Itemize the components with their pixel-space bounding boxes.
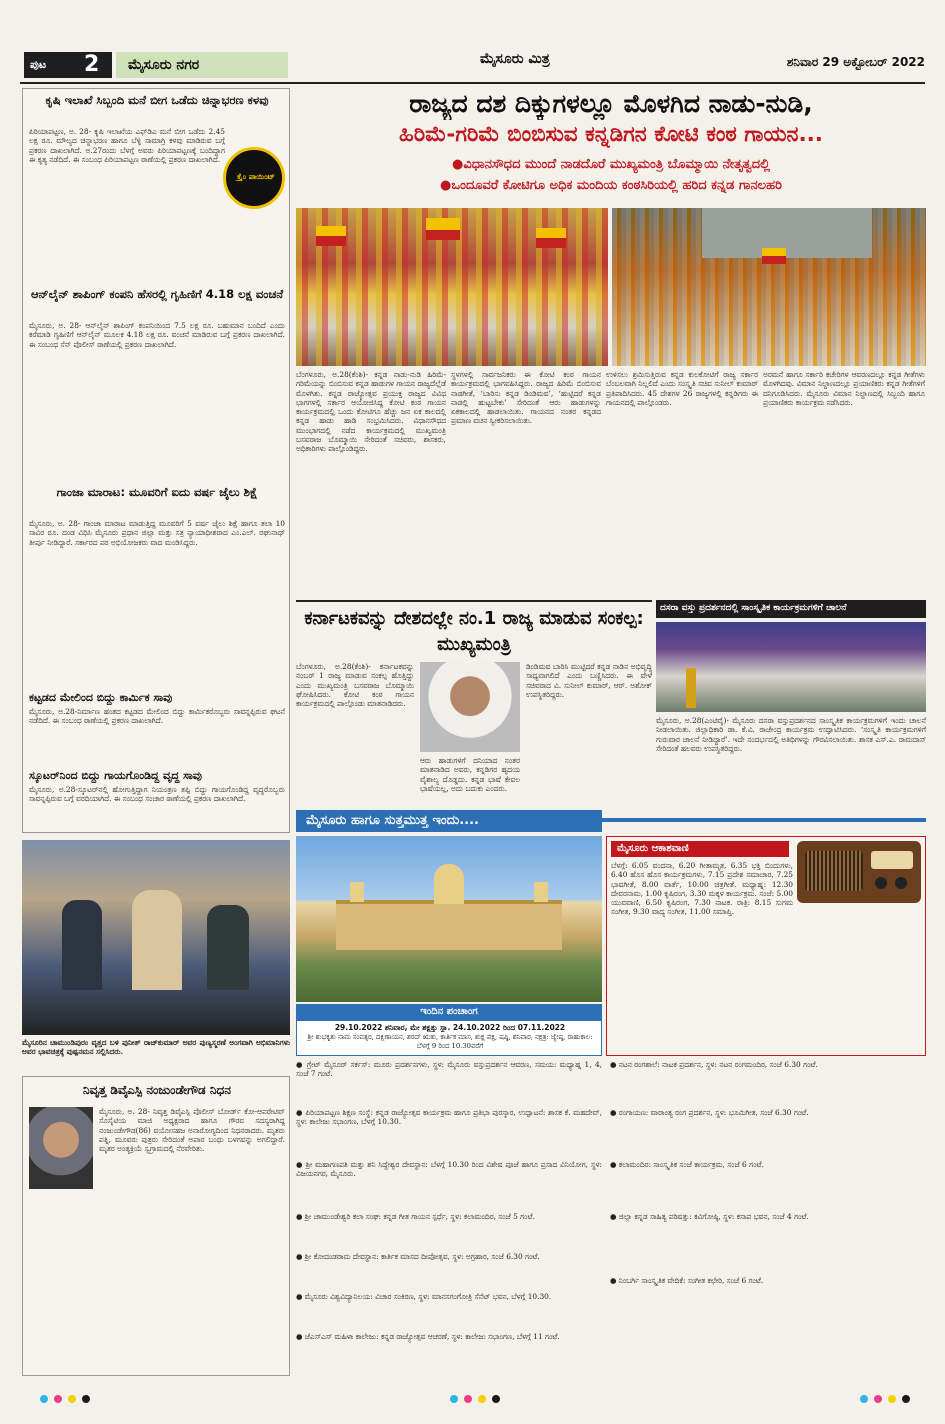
obituary-body: ಮೈಸೂರು, ಅ. 28- ನಿವೃತ್ತ ಡಿವೈಎಸ್ಪಿ ಪೊಲೀಸ್ ಬೋರ್ಡ್ ಕೋ-ಆಪರೇಟಿವ್ ಸೊಸೈಟಿಯ ಮಾಜಿ ಅಧ್ಯಕ್ಷರಾದ ಹಾಗೂ ಗೌರವ ಸದಸ್ಯರಾಗಿದ್ದ ನಂಜುಂಡೇಗೌಡ(86) ವಯೋಸಹಜ ಅನಾರೋಗ್ಯದಿಂದ ನಿಧನರಾದರು. ಮೃತರು ಪತ್ನಿ, ಮೂವರು ಪುತ್ರರು ಸೇರಿದಂತೆ ಅಪಾರ ಬಂಧು ಬಳಗವನ್ನು ಅಗಲಿದ್ದಾರೆ. ಮೃತರ ಅಂತ್ಯಕ್ರಿಯೆ ಸ್ವಗ್ರಾಮದಲ್ಲಿ ನೆರವೇರಿತು. (99, 1107, 285, 1154)
flag-1 (316, 226, 346, 246)
tribute-photo-caption: ಮೈಸೂರಿನ ಚಾಮುಂಡಿಪುರಂ ವೃತ್ತದ ಬಳಿ ಪುನೀತ್ ರಾಜ್‌ಕುಮಾರ್ ಅವರ ಪುಣ್ಯಸ್ಮರಣೆ ಅಂಗವಾಗಿ ಅಭಿಮಾನಿಗಳು ಅವರ ಭಾವಚಿತ್ರಕ್ಕೆ ಪುಷ್ಪನಮನ ಸಲ್ಲಿಸಿದರು. (22, 1038, 290, 1057)
lead-col-2: ಸ್ಥಳಗಳಲ್ಲಿ ಸಾರ್ವಜನಿಕರು ಈ ಕೋಟಿ ಕಂಠ ಗಾಯನ ಕಾರ್ಯಕ್ರಮದಲ್ಲಿ ಭಾಗವಹಿಸಿದ್ದರು. ರಾಜ್ಯದ ಹಿರಿಮೆ ಬಿಂಬಿಸುವ ನಾಡಗೀತೆ, ‘ಬಾರಿಸು ಕನ್ನಡ ಡಿಂಡಿಮವ’, ‘ಹುಟ್ಟಿದರೆ ಕನ್ನಡ ನಾಡಲ್ಲಿ ಹುಟ್ಟಬೇಕು’ ಸೇರಿದಂತೆ ಆರು ಹಾಡುಗಳನ್ನು ಏಕಕಾಲದಲ್ಲಿ ಹಾಡಲಾಯಿತು. ಗಾಯನದ ನಂತರ ಕನ್ನಡದ ಪ್ರಮಾಣ ವಚನ ಸ್ವೀಕರಿಸಲಾಯಿತು. (451, 370, 601, 426)
radio-dial (871, 851, 913, 869)
flag-3 (536, 228, 566, 248)
footer-registration-marks (20, 1392, 925, 1406)
article-5-title: ಸ್ಕೂಟರ್‌ನಿಂದ ಬಿದ್ದು ಗಾಯಗೊಂಡಿದ್ದ ವೃದ್ಧ ಸಾವು (29, 769, 202, 782)
page-label: ಪುಟ (30, 58, 47, 71)
reg-dot-cyan-mid (450, 1395, 458, 1403)
today-banner-title: ಮೈಸೂರು ಹಾಗೂ ಸುತ್ತಮುತ್ತ ಇಂದು.... (306, 813, 479, 828)
reg-dot-black (82, 1395, 90, 1403)
article-3-title: ಗಾಂಜಾ ಮಾರಾಟ: ಮೂವರಿಗೆ ಐದು ವರ್ಷ ಜೈಲು ಶಿಕ್ಷೆ (56, 485, 258, 499)
radio-knob-2 (895, 877, 907, 889)
photo-figure-2 (132, 890, 182, 990)
panchanga-label-band (296, 1004, 602, 1020)
dasara-headline: ದಸರಾ ವಸ್ತು ಪ್ರದರ್ಶನದಲ್ಲಿ ಸಾಂಸ್ಕೃತಿಕ ಕಾರ್ಯಕ್ರಮಗಳಿಗೆ ಚಾಲನೆ (660, 603, 847, 613)
article-1-title: ಕೃಷಿ ಇಲಾಖೆ ಸಿಬ್ಬಂದಿ ಮನೆ ಬೀಗ ಒಡೆದು ಚಿನ್ನಾಭರಣ ಕಳವು (45, 93, 269, 107)
cm-col-3: ಡಿಂಡಿಮವ ಬಾರಿಸಿ ಮುಟ್ಟಿದರೆ ಕನ್ನಡ ನಾಡಿನ ಅಭಿವೃದ್ಧಿ ಸಾಧ್ಯವಾಗಲಿದೆ ಎಂದು ಬಣ್ಣಿಸಿದರು. ಈ ವೇಳೆ ಸಚಿವರಾದ ವಿ. ಸುನೀಲ್ ಕುಮಾರ್, ಆರ್. ಅಶೋಕ್ ಉಪಸ್ಥಿತರಿದ್ದರು. (526, 662, 652, 699)
event-item: ● ಗ್ರೇಟ್ ಮೈಸೂರ್ ಸರ್ಕಸ್: ಮೂರು ಪ್ರದರ್ಶನಗಳು, ಸ್ಥಳ: ಮೈಸೂರು ವಸ್ತುಪ್ರದರ್ಶನ ಆವರಣ, ಸಮಯ: ಮಧ್ಯಾಹ್ನ 1, 4, ಸಂಜೆ 7 ಗಂಟೆ. (296, 1060, 602, 1079)
obituary-box (22, 1076, 290, 1376)
lead-photo-vidhana-soudha (296, 208, 608, 366)
event-item: ● ಶ್ರೀ ಮಹಾಗಣಪತಿ ಮತ್ತು ಶನಿ ಸಿದ್ಧೇಶ್ವರ ದೇವಸ್ಥಾನ: ಬೆಳಗ್ಗೆ 10.30 ರಿಂದ ವಿಶೇಷ ಪೂಜೆ ಹಾಗೂ ಪ್ರಸಾದ ವಿನಿಯೋಗ, ಸ್ಥಳ: ವಿಜಯನಗರ, ಮೈಸೂರು. (296, 1160, 602, 1179)
photo-figure-3 (207, 905, 249, 990)
obituary-portrait (29, 1107, 93, 1189)
radio-label: ಮೈಸೂರು ಆಕಾಶವಾಣಿ (617, 843, 689, 854)
reg-dot-black-right (902, 1395, 910, 1403)
article-4-title: ಕಟ್ಟಡದ ಮೇಲಿಂದ ಬಿದ್ದು ಕಾರ್ಮಿಕ ಸಾವು (29, 691, 173, 704)
lead-photo-students (612, 208, 926, 366)
event-item: ● ಮೈಸೂರು ವಿಶ್ವವಿದ್ಯಾನಿಲಯ: ವಿಚಾರ ಸಂಕಿರಣ, ಸ್ಥಳ: ಮಾನಸಗಂಗೋತ್ರಿ ಸೆನೆಟ್ ಭವನ, ಬೆಳಗ್ಗೆ 10.30. (296, 1292, 552, 1301)
reg-dot-magenta-right (874, 1395, 882, 1403)
article-3-body: ಮೈಸೂರು, ಅ. 28- ಗಾಂಜಾ ಮಾರಾಟ ಮಾಡುತ್ತಿದ್ದ ಮೂವರಿಗೆ 5 ವರ್ಷ ಜೈಲು ಶಿಕ್ಷೆ ಹಾಗೂ ತಲಾ 10 ಸಾವಿರ ರೂ. ದಂಡ ವಿಧಿಸಿ ಮೈಸೂರು ಪ್ರಧಾನ ಜಿಲ್ಲಾ ಮತ್ತು ಸತ್ರ ನ್ಯಾಯಾಧೀಶರಾದ ಎಂ.ಎಲ್. ರಘುನಾಥ್ ತೀರ್ಪು ನೀಡಿದ್ದಾರೆ. ಸರ್ಕಾರದ ಪರ ಅಭಿಯೋಜಕರು ವಾದ ಮಂಡಿಸಿದ್ದರು. (29, 519, 285, 547)
radio-box (606, 836, 926, 1056)
reg-dot-magenta-mid (464, 1395, 472, 1403)
cm-story (296, 600, 652, 808)
dasara-headline-band (656, 600, 926, 618)
page-number-badge (24, 52, 112, 78)
reg-dot-magenta (54, 1395, 62, 1403)
header-rule (20, 82, 925, 84)
cm-headline: ಕರ್ನಾಟಕವನ್ನು ದೇಶದಲ್ಲೇ ನಂ.1 ರಾಜ್ಯ ಮಾಡುವ ಸಂಕಲ್ಪ: ಮುಖ್ಯಮಂತ್ರಿ (304, 608, 644, 655)
lead-bullet-2: ●ಒಂದೂವರೆ ಕೋಟಿಗೂ ಅಧಿಕ ಮಂದಿಯ ಕಂಠಸಿರಿಯಲ್ಲಿ ಹರಿದ ಕನ್ನಡ ಗಾನಲಹರಿ (440, 178, 782, 193)
today-banner (296, 810, 602, 832)
flag-4 (762, 248, 786, 264)
lead-col-4: ಅರಮನೆ ಹಾಗೂ ಸರ್ಕಾರಿ ಕಚೇರಿಗಳ ಆವರಣದಲ್ಲೂ ಕನ್ನಡ ಗೀತೆಗಳು ಮೊಳಗಿದವು. ವಿಮಾನ ನಿಲ್ದಾಣದಲ್ಲೂ ಪ್ರಯಾಣಿಕರು ಕನ್ನಡ ಗೀತೆಗಳಿಗೆ ದನಿಗೂಡಿಸಿದರು. ಮೈಸೂರು ವಿಮಾನ ನಿಲ್ದಾಣದಲ್ಲಿ ಸಿಬ್ಬಂದಿ ಹಾಗೂ ಪ್ರಯಾಣಿಕರು ಕಾರ್ಯಕ್ರಮ ನಡೆಸಿದರು. (763, 370, 925, 407)
palace-tower-left (350, 882, 364, 902)
lead-bullet-1: ●ವಿಧಾನಸೌಧದ ಮುಂದೆ ನಾಡದೊರೆ ಮುಖ್ಯಮಂತ್ರಿ ಬೊಮ್ಮಾಯಿ ನೇತೃತ್ವದಲ್ಲಿ (451, 157, 771, 172)
photo-figure-1 (62, 900, 102, 990)
radio-knob-1 (875, 877, 887, 889)
event-item: ● ಪಿರಿಯಾಪಟ್ಟಣ ಶಿಕ್ಷಣ ಸಂಸ್ಥೆ: ಕನ್ನಡ ರಾಜ್ಯೋತ್ಸವ ಕಾರ್ಯಕ್ರಮ ಹಾಗೂ ಪ್ರತಿಭಾ ಪುರಸ್ಕಾರ, ಉದ್ಘಾಟನೆ: ಶಾಸಕ ಕೆ. ಮಹದೇವ್, ಸ್ಥಳ: ಕಾಲೇಜು ಸಭಾಂಗಣ, ಬೆಳಗ್ಗೆ 10.30. (296, 1108, 602, 1127)
article-2-body: ಮೈಸೂರು, ಅ. 28- ಆನ್‌ಲೈನ್ ಶಾಪಿಂಗ್ ಕಂಪನಿಯಿಂದ 7.5 ಲಕ್ಷ ರೂ. ಬಹುಮಾನ ಬಂದಿದೆ ಎಂದು ಕರೆಮಾಡಿ ಗೃಹಿಣಿಗೆ ಆನ್‌ಲೈನ್ ಮೂಲಕ 4.18 ಲಕ್ಷ ರೂ. ವಂಚನೆ ಮಾಡಿರುವ ಬಗ್ಗೆ ಪ್ರಕರಣ ದಾಖಲಾಗಿದೆ. ಈ ಸಂಬಂಧ ಸೆನ್ ಪೊಲೀಸ್ ಠಾಣೆಯಲ್ಲಿ ಪ್ರಕರಣ ದಾಖಲಾಗಿದೆ. (29, 321, 285, 349)
article-2-title: ಆನ್‌ಲೈನ್ ಶಾಪಿಂಗ್ ಕಂಪನಿ ಹೆಸರಲ್ಲಿ ಗೃಹಿಣಿಗೆ 4.18 ಲಕ್ಷ ವಂಚನೆ (30, 287, 284, 301)
lead-headline-1: ರಾಜ್ಯದ ದಶ ದಿಕ್ಕುಗಳಲ್ಲೂ ಮೊಳಗಿದ ನಾಡು-ನುಡಿ, (409, 89, 813, 118)
event-item: ● ಶ್ರೀ ಕೋದಂಡರಾಮ ದೇವಸ್ಥಾನ: ಕಾರ್ತಿಕ ಮಾಸದ ದೀಪೋತ್ಸವ, ಸ್ಥಳ: ಅಗ್ರಹಾರ, ಸಂಜೆ 6.30 ಗಂಟೆ. (296, 1252, 540, 1261)
crime-point-badge (223, 147, 285, 209)
reg-dot-yellow (68, 1395, 76, 1403)
reg-dot-black-mid (492, 1395, 500, 1403)
obituary-title: ನಿವೃತ್ತ ಡಿವೈಎಸ್ಪಿ ನಂಜುಂಡೇಗೌಡ ನಿಧನ (83, 1083, 231, 1097)
radio-label-band (611, 841, 789, 857)
reg-dot-cyan (40, 1395, 48, 1403)
cm-col-2: ಆರು ಹಾಡುಗಳಿಗೆ ದನಿಯಾದ ನಂತರ ಮಾತನಾಡಿದ ಅವರು, ಕನ್ನಡಿಗರ ಹೃದಯ ವೈಶಾಲ್ಯ ದೊಡ್ಡದು. ಕನ್ನಡ ಭಾಷೆ ಕೇವಲ ಭಾಷೆಯಲ್ಲ, ಅದು ಬದುಕು ಎಂದರು. (420, 756, 520, 793)
paper-name: ಮೈಸೂರು ಮಿತ್ರ (480, 51, 550, 67)
palace-tower-right (534, 882, 548, 902)
radio-set-icon (797, 841, 921, 903)
panchanga-label: ಇಂದಿನ ಪಂಚಾಂಗ (420, 1006, 478, 1017)
palace-body (336, 900, 562, 950)
left-column (22, 88, 290, 833)
radio-text: ಬೆಳಗ್ಗೆ: 6.05 ವಂದನಾ, 6.20 ಗೀತಾಮೃತ, 6.35 ಭಕ್ತಿ ಬಿಂದುಗಳು, 6.40 ಹೊಸ ಹೊಸ ಕಾರ್ಯಕ್ರಮಗಳು, 7.15 ಪ್ರದೇಶ ಸಮಾಚಾರ, 7.25 ಭಾವಗೀತೆ, 8.00 ವಾರ್ತೆ, 10.00 ಚಿತ್ರಗೀತೆ. ಮಧ್ಯಾಹ್ನ: 12.30 ದೇವರನಾಮ, 1.00 ಕೃಷಿರಂಗ, 3.30 ಮಕ್ಕಳ ಕಾರ್ಯಕ್ರಮ. ಸಂಜೆ: 5.00 ಯುವವಾಣಿ, 6.50 ಕೃಷಿರಂಗ, 7.30 ನಾಟಕ. ರಾತ್ರಿ: 8.15 ಸುಗಮ ಸಂಗೀತ, 9.30 ವಾದ್ಯ ಸಂಗೀತ, 11.00 ಸಮಾಪ್ತಿ. (611, 861, 793, 917)
building-silhouette (702, 208, 872, 258)
lead-headline-2: ಹಿರಿಮೆ-ಗರಿಮೆ ಬಿಂಬಿಸುವ ಕನ್ನಡಿಗನ ಕೋಟಿ ಕಂಠ ಗಾಯನ... (399, 122, 823, 147)
reg-dot-yellow-mid (478, 1395, 486, 1403)
panchanga-box (296, 1020, 602, 1056)
event-item: ● ನಿಂಬರ್ಗಿ ಸಾಂಸ್ಕೃತಿಕ ವೇದಿಕೆ: ಸಂಗೀತ ಕಛೇರಿ, ಸಂಜೆ 6 ಗಂಟೆ. (610, 1276, 764, 1285)
article-5-body: ಮೈಸೂರು, ಅ.28-ಸ್ಕೂಟರ್‌ನಲ್ಲಿ ಹೋಗುತ್ತಿದ್ದಾಗ ನಿಯಂತ್ರಣ ತಪ್ಪಿ ಬಿದ್ದು ಗಾಯಗೊಂಡಿದ್ದ ವೃದ್ಧರೊಬ್ಬರು ಸಾವನ್ನಪ್ಪಿರುವ ಬಗ್ಗೆ ವರದಿಯಾಗಿದೆ. ಈ ಸಂಬಂಧ ಸಂಚಾರ ಠಾಣೆಯಲ್ಲಿ ಪ್ರಕರಣ ದಾಖಲಾಗಿದೆ. (29, 785, 285, 804)
tribute-photo (22, 840, 290, 1035)
dasara-body: ಮೈಸೂರು, ಅ.28(ಎಂಟಿವೈ)- ಮೈಸೂರು ದಸರಾ ವಸ್ತುಪ್ರದರ್ಶನದ ಸಾಂಸ್ಕೃತಿಕ ಕಾರ್ಯಕ್ರಮಗಳಿಗೆ ಇಂದು ಚಾಲನೆ ನೀಡಲಾಯಿತು. ಜಿಲ್ಲಾಧಿಕಾರಿ ಡಾ. ಕೆ.ವಿ. ರಾಜೇಂದ್ರ ಕಾರ್ಯಕ್ರಮ ಉದ್ಘಾಟಿಸಿದರು. ‘ಸಂಸ್ಕೃತಿ ಕಾರ್ಯಕ್ರಮಗಳಿಗೆ ಗುರುವಾರ ಚಾಲನೆ ನೀಡಿದ್ದಾರೆ’. ಇದೇ ಸಂದರ್ಭದಲ್ಲಿ ಅತಿಥಿಗಳನ್ನು ಗೌರವಿಸಲಾಯಿತು. ಶಾಸಕ ಎಸ್.ಎ. ರಾಮದಾಸ್ ಸೇರಿದಂತೆ ಹಲವರು ಉಪಸ್ಥಿತರಿದ್ದರು. (656, 716, 926, 753)
events-list (296, 1060, 926, 1376)
cm-col-1: ಬೆಂಗಳೂರು, ಅ.28(ಕೆಂಶಿ)- ಕರ್ನಾಟಕವನ್ನು ನಂಬರ್ 1 ರಾಜ್ಯ ಮಾಡುವ ಸಂಕಲ್ಪ ಹೊತ್ತಿದ್ದು ಎಂದು ಮುಖ್ಯಮಂತ್ರಿ ಬಸವರಾಜ ಬೊಮ್ಮಾಯಿ ಘೋಷಿಸಿದರು. ಕೋಟಿ ಕಂಠ ಗಾಯನ ಕಾರ್ಯಕ್ರಮದಲ್ಲಿ ಪಾಲ್ಗೊಂಡು ಮಾತನಾಡಿದರು. (296, 662, 414, 709)
lead-col-3: ಉಳಿಸಲು ಶ್ರಮಿಸುತ್ತಿರುವ ಕನ್ನಡ ಕುಲಕೋಟಿಗೆ ರಾಜ್ಯ ಸರ್ಕಾರ ಬೆಂಬಲವಾಗಿ ನಿಲ್ಲಲಿದೆ ಎಂದು ಸಂಸ್ಕೃತಿ ಸಚಿವ ಸುನೀಲ್ ಕುಮಾರ್ ಪ್ರತಿಪಾದಿಸಿದರು. 45 ದೇಶಗಳ 26 ರಾಜ್ಯಗಳಲ್ಲಿ ಕನ್ನಡಿಗರು ಈ ಗಾಯನದಲ್ಲಿ ಪಾಲ್ಗೊಂಡರು. (606, 370, 758, 407)
panchanga-date: 29.10.2022 ಶನಿವಾರ, ಮೇ ಶಕ್ಷತ್ತು ಸ್ಥಾ. 24.10.2022 ರಿಂದ 07.11.2022 (334, 1023, 566, 1032)
flag-2 (426, 218, 460, 240)
event-item: ● ಕಲಾಮಂದಿರ: ಸಾಂಸ್ಕೃತಿಕ ಸಂಜೆ ಕಾರ್ಯಕ್ರಮ, ಸಂಜೆ 6 ಗಂಟೆ. (610, 1160, 764, 1169)
reg-dot-yellow-right (888, 1395, 896, 1403)
today-banner-rule (602, 818, 926, 822)
event-item: ● ನಟನ ರಂಗಶಾಲೆ: ನಾಟಕ ಪ್ರದರ್ಶನ, ಸ್ಥಳ: ನಟನ ರಂಗಮಂದಿರ, ಸಂಜೆ 6.30 ಗಂಟೆ. (610, 1060, 818, 1069)
page-header (20, 46, 925, 82)
dasara-story (656, 600, 926, 808)
article-4-body: ಮೈಸೂರು, ಅ.28-ನಿರ್ಮಾಣ ಹಂತದ ಕಟ್ಟಡದ ಮೇಲಿಂದ ಬಿದ್ದು ಕಾರ್ಮಿಕರೊಬ್ಬರು ಸಾವನ್ನಪ್ಪಿರುವ ಘಟನೆ ನಡೆದಿದೆ. ಈ ಸಂಬಂಧ ಠಾಣೆಯಲ್ಲಿ ಪ್ರಕರಣ ದಾಖಲಾಗಿದೆ. (29, 707, 285, 726)
crime-badge-label: ಕ್ರೈಂ ಪಾಯಿಂಟ್ (237, 172, 275, 181)
event-item: ● ಜೆಎಸ್‌ಎಸ್ ಮಹಿಳಾ ಕಾಲೇಜು: ಕನ್ನಡ ರಾಜ್ಯೋತ್ಸವ ಆಚರಣೆ, ಸ್ಥಳ: ಕಾಲೇಜು ಸಭಾಂಗಣ, ಬೆಳಗ್ಗೆ 11 ಗಂಟೆ. (296, 1332, 560, 1341)
page-number: 2 (84, 52, 100, 77)
mysore-palace-photo (296, 836, 602, 1002)
section-title: ಮೈಸೂರು ನಗರ (128, 57, 200, 73)
event-item: ● ಜಿಲ್ಲಾ ಕನ್ನಡ ಸಾಹಿತ್ಯ ಪರಿಷತ್ತು: ಕವಿಗೋಷ್ಠಿ, ಸ್ಥಳ: ಕಸಾಪ ಭವನ, ಸಂಜೆ 4 ಗಂಟೆ. (610, 1212, 809, 1221)
lamp-icon (686, 668, 696, 708)
event-item: ● ರಂಗಾಯಣ: ವಾರಾಂತ್ಯ ರಂಗ ಪ್ರದರ್ಶನ, ಸ್ಥಳ: ಭೂಮಿಗೀತ, ಸಂಜೆ 6.30 ಗಂಟೆ. (610, 1108, 809, 1117)
cm-portrait (420, 662, 520, 752)
reg-dot-cyan-right (860, 1395, 868, 1403)
article-1-body: ಪಿರಿಯಾಪಟ್ಟಣ, ಅ. 28- ಕೃಷಿ ಇಲಾಖೆಯ ಎಫ್‌ಡಿಎ ಮನೆ ಬೀಗ ಒಡೆದು 2.45 ಲಕ್ಷ ರೂ. ಮೌಲ್ಯದ ಚಿನ್ನಾಭರಣ ಹಾಗೂ ಬೆಳ್ಳಿ ಸಾಮಾಗ್ರಿ ಕಳವು ಮಾಡಿರುವ ಬಗ್ಗೆ ಪ್ರಕರಣ ದಾಖಲಾಗಿದೆ. ಅ.27ರಂದು ಬೆಳಗ್ಗೆ ಅವರು ಪಿರಿಯಾಪಟ್ಟಣಕ್ಕೆ ಬಂದಿದ್ದಾಗ ಈ ಕೃತ್ಯ ನಡೆದಿದೆ. ಈ ಸಂಬಂಧ ಪಿರಿಯಾಪಟ್ಟಣ ಠಾಣೆಯಲ್ಲಿ ಪ್ರಕರಣ ದಾಖಲಾಗಿದೆ. (29, 127, 225, 164)
panchanga-text: ಶ್ರೀ ಶುಭಕೃತು ನಾಮ ಸಂವತ್ಸರ, ದಕ್ಷಿಣಾಯನ, ಶರದ್ ಋತು, ಕಾರ್ತಿಕ ಮಾಸ, ಶುಕ್ಲ ಪಕ್ಷ, ಷಷ್ಠಿ, ಶನಿವಾರ, ನಕ್ಷತ್ರ: ಜ್ಯೇಷ್ಠ, ರಾಹುಕಾಲ: ಬೆಳಗ್ಗೆ 9 ರಿಂದ 10.30ವರೆಗೆ (307, 1033, 593, 1050)
palace-dome (434, 864, 464, 904)
section-tab (116, 52, 288, 78)
issue-date: ಶನಿವಾರ 29 ಅಕ್ಟೋಬರ್ 2022 (786, 55, 925, 69)
lead-col-1: ಬೆಂಗಳೂರು, ಅ.28(ಕೆಂಶಿ)- ಕನ್ನಡ ನಾಡು-ನುಡಿ ಹಿರಿಮೆ-ಗರಿಮೆಯನ್ನು ಬಿಂಬಿಸುವ ಕನ್ನಡ ಹಾಡುಗಳ ಗಾಯನ ರಾಜ್ಯದೆಲ್ಲೆಡೆ ಮೊಳಗಿತು. ಕನ್ನಡ ರಾಜ್ಯೋತ್ಸವ ಪ್ರಯುಕ್ತ ರಾಜ್ಯದ ವಿವಿಧ ಭಾಗಗಳಲ್ಲಿ ಸರ್ಕಾರ ಆಯೋಜಿಸಿದ್ದ ಕೋಟಿ ಕಂಠ ಗಾಯನ ಕಾರ್ಯಕ್ರಮದಲ್ಲಿ ಒಂದು ಕೋಟಿಗೂ ಹೆಚ್ಚು ಜನ ಏಕ ಕಾಲದಲ್ಲಿ ಕನ್ನಡ ಹಾಡು ಹಾಡಿ ಸಂಭ್ರಮಿಸಿದರು. ವಿಧಾನಸೌಧದ ಮುಂಭಾಗದಲ್ಲಿ ನಡೆದ ಕಾರ್ಯಕ್ರಮದಲ್ಲಿ ಮುಖ್ಯಮಂತ್ರಿ ಬಸವರಾಜ ಬೊಮ್ಮಾಯಿ ಸೇರಿದಂತೆ ಸಚಿವರು, ಶಾಸಕರು, ಅಧಿಕಾರಿಗಳು ಪಾಲ್ಗೊಂಡಿದ್ದರು. (296, 370, 446, 454)
event-item: ● ಶ್ರೀ ಚಾಮುಂಡೇಶ್ವರಿ ಕಲಾ ಸಂಘ: ಕನ್ನಡ ಗೀತ ಗಾಯನ ಸ್ಪರ್ಧೆ, ಸ್ಥಳ: ಕಲಾಮಂದಿರ, ಸಂಜೆ 5 ಗಂಟೆ. (296, 1212, 535, 1221)
dasara-photo (656, 622, 926, 712)
radio-speaker-grille (805, 851, 863, 891)
